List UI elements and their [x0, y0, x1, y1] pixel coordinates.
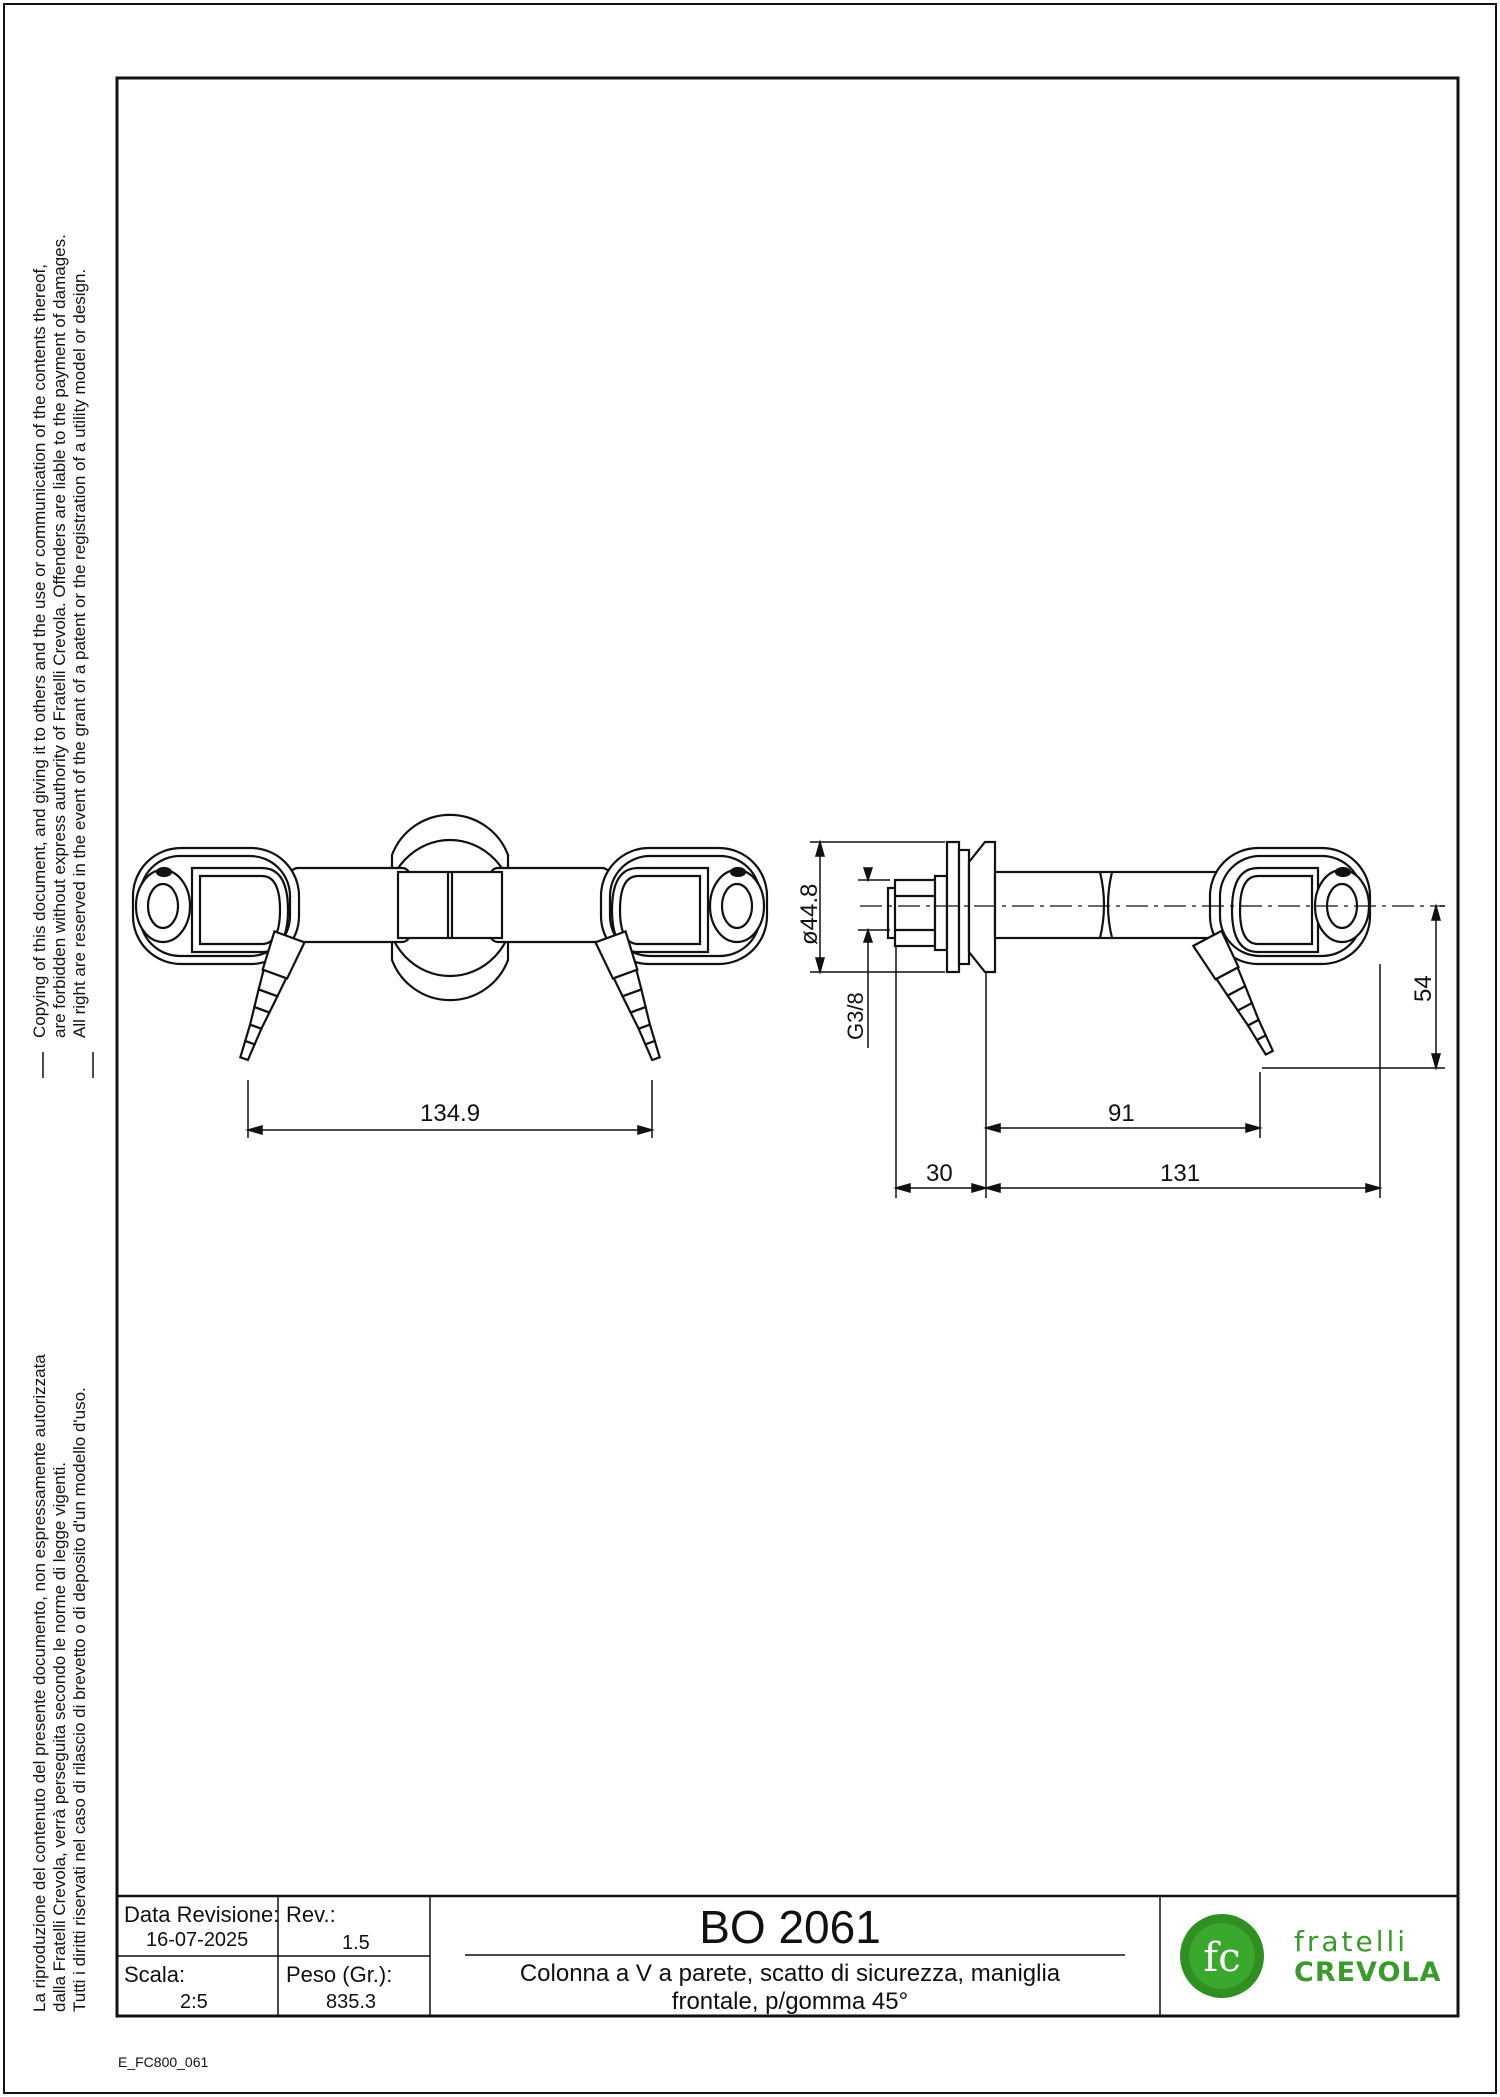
scale-value: 2:5 [180, 1991, 208, 2013]
english-notice-line: are forbidden without express authority of Fratelli Crevola. Offenders are liable to the payment of damages. [50, 234, 69, 1038]
front-view [133, 815, 767, 1065]
weight-label: Peso (Gr.): [286, 1962, 393, 1987]
dim-front-width: 134.9 [420, 1100, 481, 1127]
italian-notice [30, 1354, 90, 2012]
side-view [888, 842, 1370, 1061]
diameter-symbol: ø [796, 930, 823, 945]
description-line: frontale, p/gomma 45° [671, 1988, 909, 2015]
brand-logo [1180, 1914, 1264, 1998]
product-description [430, 1960, 1150, 2016]
brand-name-top: fratelli [1294, 1925, 1409, 1958]
english-notice-line: All right are reserved in the event of the grant of a patent or the registration of a utility model or design. [70, 268, 89, 1038]
dim-diameter [796, 884, 824, 945]
dim-reach: 91 [1108, 1100, 1135, 1127]
document-code: E_FC800_061 [118, 2054, 209, 2070]
drawing-frame [117, 78, 1458, 2016]
italian-notice-line: La riproduzione del contenuto del presente documento, non espressamente autorizzata [30, 1354, 49, 2012]
diameter-value: 44.8 [796, 883, 823, 931]
english-notice [30, 234, 90, 1038]
scale-label: Scala: [124, 1962, 186, 1987]
revision-date-label: Data Revisione: [124, 1902, 280, 1927]
weight-value: 835.3 [326, 1991, 377, 2013]
revision-date: 16-07-2025 [146, 1929, 249, 1951]
italian-notice-line: dalla Fratelli Crevola, verrà perseguita secondo le norme di legge vigenti. [50, 1462, 69, 2012]
english-notice-line: Copying of this document, and giving it to others and the use or communication of the contents thereof, [30, 264, 49, 1038]
dim-height: 54 [1410, 975, 1437, 1002]
italian-notice-line: Tutti i diritti riservati nel caso di rilascio di brevetto o di deposito d'un modello d'uso. [70, 1387, 89, 2012]
rev-label: Rev.: [286, 1902, 336, 1927]
brand-name-bottom: CREVOLA [1294, 1957, 1442, 1988]
product-code: BO 2061 [699, 1901, 881, 1953]
dim-total-depth: 131 [1160, 1160, 1201, 1187]
rev-value: 1.5 [342, 1932, 370, 1954]
dim-wall: 30 [926, 1160, 953, 1187]
dim-thread: G3/8 [843, 992, 868, 1040]
logo-letters: fc [1203, 1935, 1241, 1981]
description-line: Colonna a V a parete, scatto di sicurezza, maniglia [519, 1960, 1061, 1987]
